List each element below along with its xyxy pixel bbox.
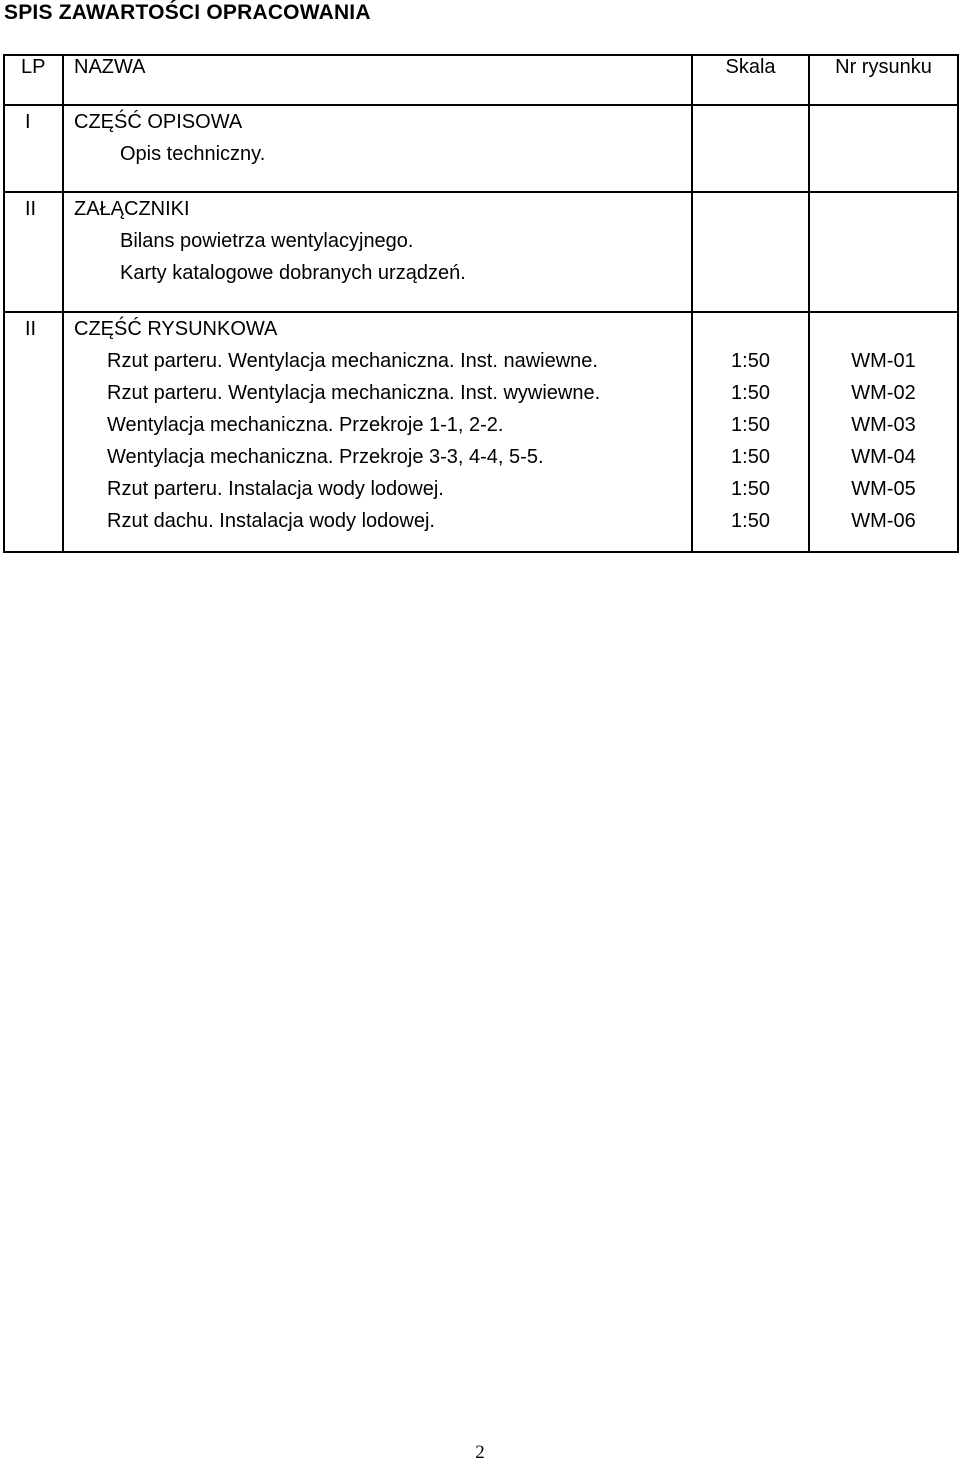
section-title: ZAŁĄCZNIKI	[74, 198, 190, 220]
drawing-number: WM-05	[851, 478, 916, 500]
contents-table	[3, 54, 959, 553]
drawing-number: WM-03	[851, 414, 916, 436]
list-item: Bilans powietrza wentylacyjnego.	[120, 230, 414, 252]
header-name: NAZWA	[63, 55, 692, 105]
list-item: Rzut parteru. Instalacja wody lodowej.	[107, 478, 444, 500]
section-name-cell	[63, 312, 692, 552]
document-title: SPIS ZAWARTOŚCI OPRACOWANIA	[4, 1, 371, 24]
scale-value: 1:50	[731, 478, 770, 500]
section-scale-cell	[692, 192, 809, 312]
table-row	[4, 105, 958, 192]
drawing-number: WM-06	[851, 510, 916, 532]
section-name-cell	[63, 105, 692, 192]
section-drawing-no-cell	[809, 312, 958, 552]
list-item: Opis techniczny.	[120, 143, 266, 165]
section-scale-cell	[692, 312, 809, 552]
table-row	[4, 312, 958, 552]
section-lp: I	[4, 105, 63, 192]
scale-value: 1:50	[731, 446, 770, 468]
section-title: CZĘŚĆ RYSUNKOWA	[74, 318, 278, 340]
list-item: Rzut parteru. Wentylacja mechaniczna. Inst. nawiewne.	[107, 350, 598, 372]
section-title: CZĘŚĆ OPISOWA	[74, 111, 243, 133]
header-scale: Skala	[692, 55, 809, 105]
table-row	[4, 192, 958, 312]
header-drawing-no: Nr rysunku	[809, 55, 958, 105]
list-item: Karty katalogowe dobranych urządzeń.	[120, 262, 466, 284]
section-drawing-no-cell	[809, 105, 958, 192]
scale-value: 1:50	[731, 414, 770, 436]
section-lp: II	[4, 312, 63, 552]
section-scale-cell	[692, 105, 809, 192]
list-item: Wentylacja mechaniczna. Przekroje 1-1, 2-2.	[107, 414, 504, 436]
list-item: Rzut parteru. Wentylacja mechaniczna. Inst. wywiewne.	[107, 382, 601, 404]
section-drawing-no-cell	[809, 192, 958, 312]
section-lp: II	[4, 192, 63, 312]
list-item: Rzut dachu. Instalacja wody lodowej.	[107, 510, 435, 532]
page-number: 2	[475, 1442, 485, 1463]
list-item: Wentylacja mechaniczna. Przekroje 3-3, 4-4, 5-5.	[107, 446, 544, 468]
header-lp: LP	[4, 55, 63, 105]
section-name-cell	[63, 192, 692, 312]
scale-value: 1:50	[731, 382, 770, 404]
scale-value: 1:50	[731, 350, 770, 372]
drawing-number: WM-01	[851, 350, 916, 372]
drawing-number: WM-04	[851, 446, 916, 468]
scale-value: 1:50	[731, 510, 770, 532]
drawing-number: WM-02	[851, 382, 916, 404]
table-header-row	[4, 55, 958, 105]
